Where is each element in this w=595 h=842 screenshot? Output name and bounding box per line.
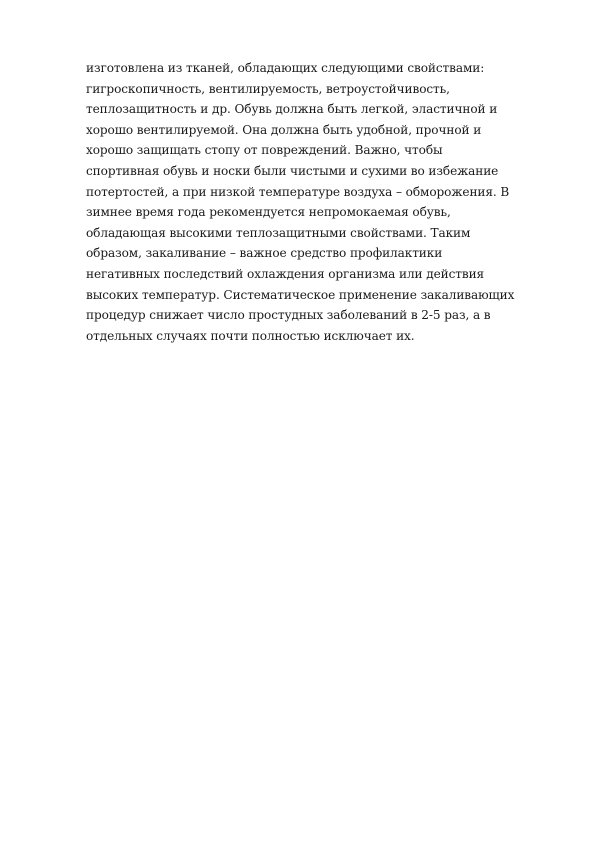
paragraph-line: зимнее время года рекомендуется непромокаемая обувь, xyxy=(86,205,451,220)
paragraph-line: отдельных случаях почти полностью исключает их. xyxy=(86,328,415,343)
paragraph-line: хорошо защищать стопу от повреждений. Важно, чтобы xyxy=(86,143,443,158)
paragraph-line: хорошо вентилируемой. Она должна быть удобной, прочной и xyxy=(86,122,482,137)
paragraph-line: обладающая высокими теплозащитными свойствами. Таким xyxy=(86,225,471,240)
paragraph-line: спортивная обувь и носки были чистыми и сухими во избежание xyxy=(86,163,499,178)
paragraph-line: теплозащитность и др. Обувь должна быть легкой, эластичной и xyxy=(86,102,498,117)
paragraph-line: негативных последствий охлаждения организма или действия xyxy=(86,266,485,281)
paragraph-line: изготовлена из тканей, обладающих следующими свойствами: xyxy=(86,61,485,75)
body-paragraph xyxy=(86,58,566,346)
paragraph-line: образом, закаливание – важное средство профилактики xyxy=(86,246,443,261)
paragraph-line: потертостей, а при низкой температуре воздуха – обморожения. В xyxy=(86,184,510,199)
paragraph-line: гигроскопичность, вентилируемость, ветроустойчивость, xyxy=(86,81,450,96)
paragraph-line: высоких температур. Систематическое применение закаливающих xyxy=(86,287,515,302)
paragraph-line: процедур снижает число простудных заболеваний в 2-5 раз, а в xyxy=(86,308,491,323)
